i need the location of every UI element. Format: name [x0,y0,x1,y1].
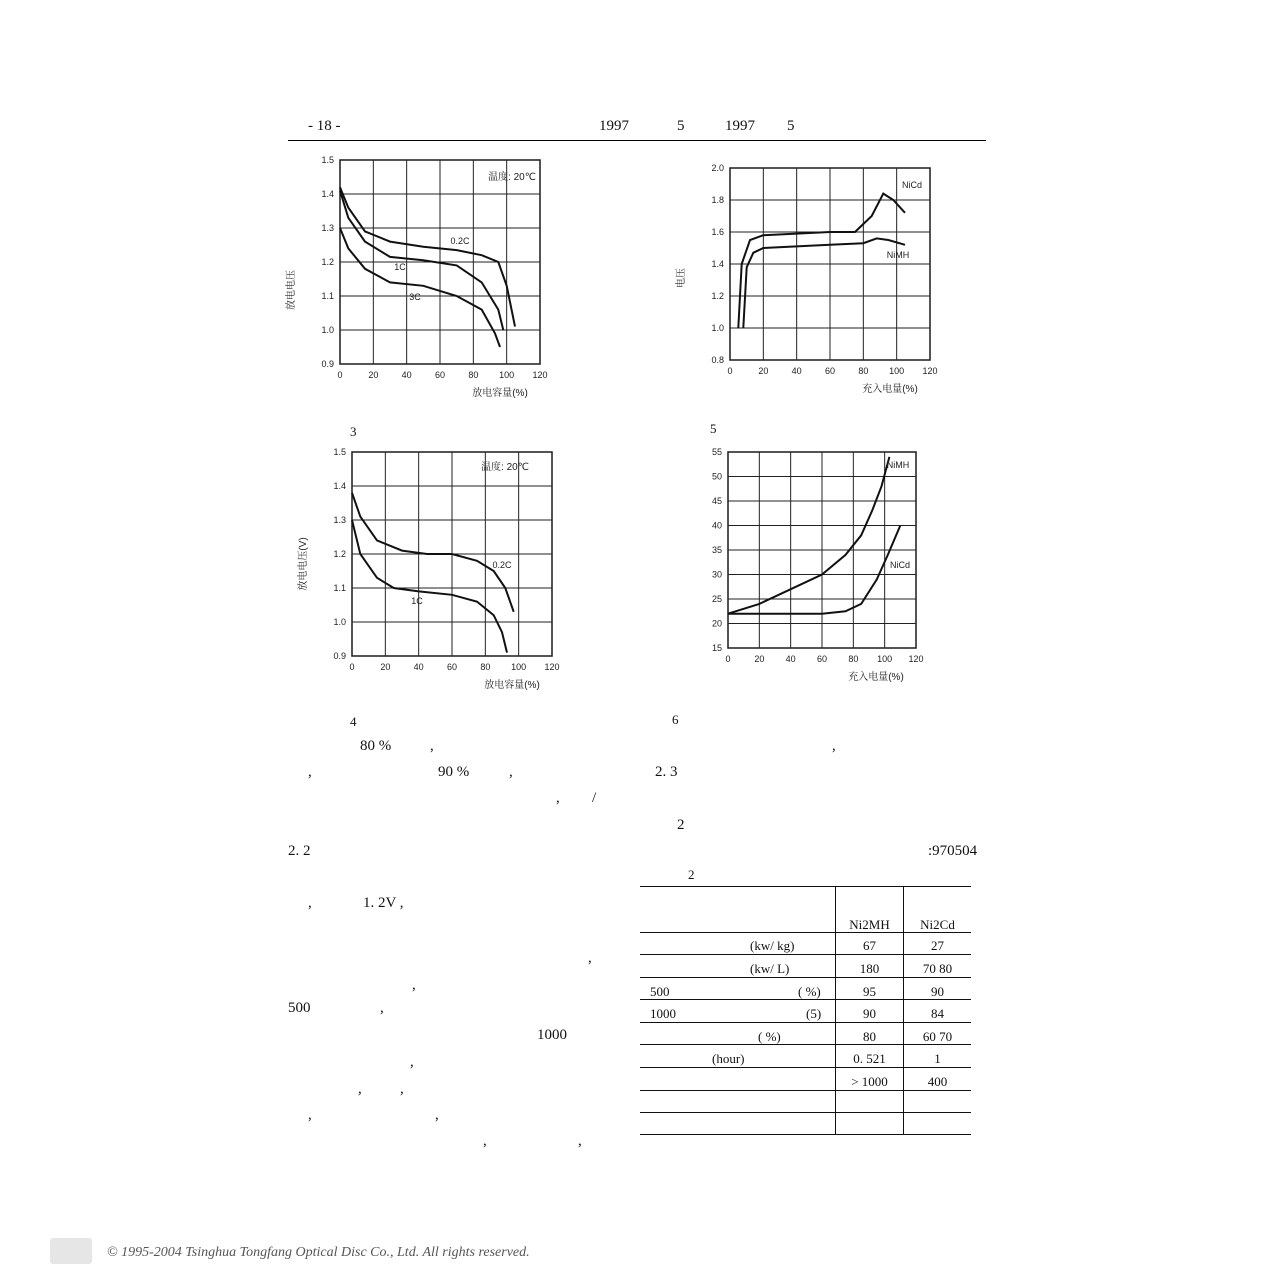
x-tick-label: 20 [758,366,769,376]
y-tick-label: 45 [711,496,722,506]
chart-charge-temperature [690,444,940,688]
table-cell: 70 80 [922,961,953,976]
chart-title: 温度: 20℃ [481,462,529,473]
x-tick-label: 80 [858,366,869,376]
table-caption: 2 [688,867,695,882]
text-fragment: 2. 3 [655,764,678,780]
text-fragment: 1. 2V , [363,895,404,911]
y-axis-label: 电压 [676,268,687,288]
table-row-label: (kw/ L) [750,961,790,976]
y-tick-label: 1.3 [333,515,346,525]
chart-charge-voltage [670,158,960,406]
table-cell: 84 [931,1006,944,1021]
text-fragment: , [578,1133,582,1149]
text-fragment: , [380,1000,384,1016]
series-label: 1C [394,262,406,272]
y-tick-label: 1.1 [321,291,334,301]
series-label: 1C [411,596,423,606]
section-id: :970504 [928,843,978,859]
table-cell: 60 70 [922,1029,953,1044]
y-tick-label: 50 [711,471,722,482]
text-fragment: / [592,790,597,806]
table-row-prefix: 500 [650,984,670,999]
text-fragment: , [308,1107,312,1123]
text-fragment: 500 [288,1000,311,1016]
table-row-prefix: 1000 [650,1006,676,1021]
series-label: NiCd [901,180,923,190]
publisher-logo [50,1238,92,1264]
y-tick-label: 1.6 [711,227,724,237]
x-tick-label: 40 [401,370,412,380]
series-label: NiCd [889,560,911,570]
x-tick-label: 80 [848,654,859,664]
header-year-2: 1997 [725,118,755,134]
y-tick-label: 30 [711,569,722,580]
figure-3-label: 3 [350,424,357,439]
y-tick-label: 1.1 [333,583,346,593]
x-tick-label: 40 [791,366,802,376]
series-label: NiMH [886,460,910,470]
copyright-notice: © 1995-2004 Tsinghua Tongfang Optical Disc Co., Ltd. All rights reserved. [107,1245,530,1260]
series-line-1c [352,520,507,653]
y-tick-label: 1.0 [711,323,724,333]
y-tick-label: 1.2 [321,257,334,267]
y-tick-label: 1.2 [333,549,346,559]
section-number: 2. 2 [288,843,311,859]
text-fragment: , [430,738,434,754]
series-line-nimh [743,238,905,328]
table-cell: 90 [931,984,944,999]
y-tick-label: 0.8 [711,355,724,365]
y-axis-label: 放电电压(V) [298,537,309,591]
y-tick-label: 1.4 [321,189,334,199]
x-axis-label: 放电容量(%) [484,680,540,691]
y-tick-label: 0.9 [321,359,334,369]
text-fragment: 80 % [360,738,392,754]
text-fragment: , [588,950,592,966]
y-tick-label: 1.4 [333,481,346,491]
y-tick-label: 1.3 [321,223,334,233]
header-rule [288,140,986,141]
figure-5-label: 5 [710,421,717,436]
x-axis-label: 放电容量(%) [472,388,528,399]
text-fragment: , [412,977,416,993]
x-tick-label: 40 [785,654,796,664]
series-line-02c [340,187,515,326]
comparison-table [640,886,971,1135]
text-fragment: , [308,895,312,911]
y-tick-label: 0.9 [333,651,346,661]
y-tick-label: 55 [711,447,722,457]
y-tick-label: 1.0 [333,617,346,627]
table-row-label: ( %) [798,984,821,999]
x-tick-label: 60 [824,366,836,376]
x-tick-label: 100 [877,654,893,664]
x-tick-label: 100 [499,370,515,380]
text-fragment: 2 [677,817,685,833]
table-cell: 80 [863,1029,876,1044]
series-label: 0.2C [450,236,470,246]
text-fragment: , [308,764,312,780]
x-tick-label: 120 [544,662,560,672]
x-tick-label: 120 [908,654,924,664]
chart-discharge-temperature [292,444,582,694]
page-number: - 18 - [308,118,341,134]
table-cell: 1 [934,1051,941,1066]
y-tick-label: 1.0 [321,325,334,335]
table-cell: 180 [859,961,880,976]
x-tick-label: 20 [754,654,765,664]
text-fragment: , [358,1081,362,1097]
table-header-nicd: Ni2Cd [920,917,955,932]
x-tick-label: 0 [349,662,355,672]
y-tick-label: 15 [711,643,722,653]
table-row-label: (5) [806,1006,822,1021]
text-fragment: , [509,764,513,780]
x-tick-label: 0 [727,366,733,376]
series-label: 0.2C [492,560,512,570]
table-cell: 400 [927,1074,948,1089]
x-tick-label: 80 [468,370,479,380]
table-header-nimh: Ni2MH [849,917,890,932]
chart-discharge-rate [280,150,570,405]
y-tick-label: 1.4 [711,259,724,269]
table-cell: 67 [863,938,876,953]
text-fragment: , [410,1054,414,1070]
y-tick-label: 1.5 [321,155,334,165]
table-row-label: (kw/ kg) [750,938,795,953]
x-tick-label: 100 [889,366,905,376]
y-tick-label: 40 [711,520,722,531]
y-tick-label: 1.5 [333,447,346,457]
x-tick-label: 120 [922,366,938,376]
x-tick-label: 20 [368,370,379,380]
text-fragment: 90 % [438,764,470,780]
y-tick-label: 1.2 [711,291,724,301]
header-year: 1997 [599,118,629,134]
x-tick-label: 80 [480,662,491,672]
series-line-nicd [728,526,900,614]
text-fragment: , [435,1107,439,1123]
x-tick-label: 0 [337,370,343,380]
text-fragment: , [483,1133,487,1149]
x-tick-label: 60 [816,654,828,664]
series-label: NiMH [886,250,910,260]
x-tick-label: 120 [532,370,548,380]
y-tick-label: 1.8 [711,195,724,205]
y-tick-label: 20 [711,618,722,629]
table-row-label: (hour) [712,1051,745,1066]
series-line-02c [352,493,514,612]
text-fragment: 1000 [537,1027,567,1043]
y-axis-label: 放电电压 [286,270,297,310]
text-fragment: , [400,1081,404,1097]
header-issue-2: 5 [787,118,795,134]
x-tick-label: 0 [725,654,731,664]
header-issue: 5 [677,118,685,134]
x-axis-label: 充入电量(%) [848,672,904,683]
y-tick-label: 2.0 [711,163,724,173]
table-cell: 27 [931,938,944,953]
table-cell: 90 [863,1006,876,1021]
figure-6-label: 6 [672,712,679,727]
y-tick-label: 35 [711,545,722,555]
text-fragment: , [832,738,836,754]
table-cell: 0. 521 [853,1051,886,1066]
figure-4-label: 4 [350,714,357,729]
x-tick-label: 40 [413,662,424,672]
x-tick-label: 60 [434,370,446,380]
x-tick-label: 60 [446,662,458,672]
x-tick-label: 100 [511,662,527,672]
series-line-nimh [728,457,889,614]
x-tick-label: 20 [380,662,391,672]
table-cell: > 1000 [851,1074,888,1089]
chart-title: 温度: 20℃ [488,172,536,183]
text-fragment: , [556,790,560,806]
table-row-label: ( %) [758,1029,781,1044]
table-cell: 95 [863,984,876,999]
series-label: 3C [409,292,421,302]
y-tick-label: 25 [711,594,722,604]
x-axis-label: 充入电量(%) [862,384,918,395]
